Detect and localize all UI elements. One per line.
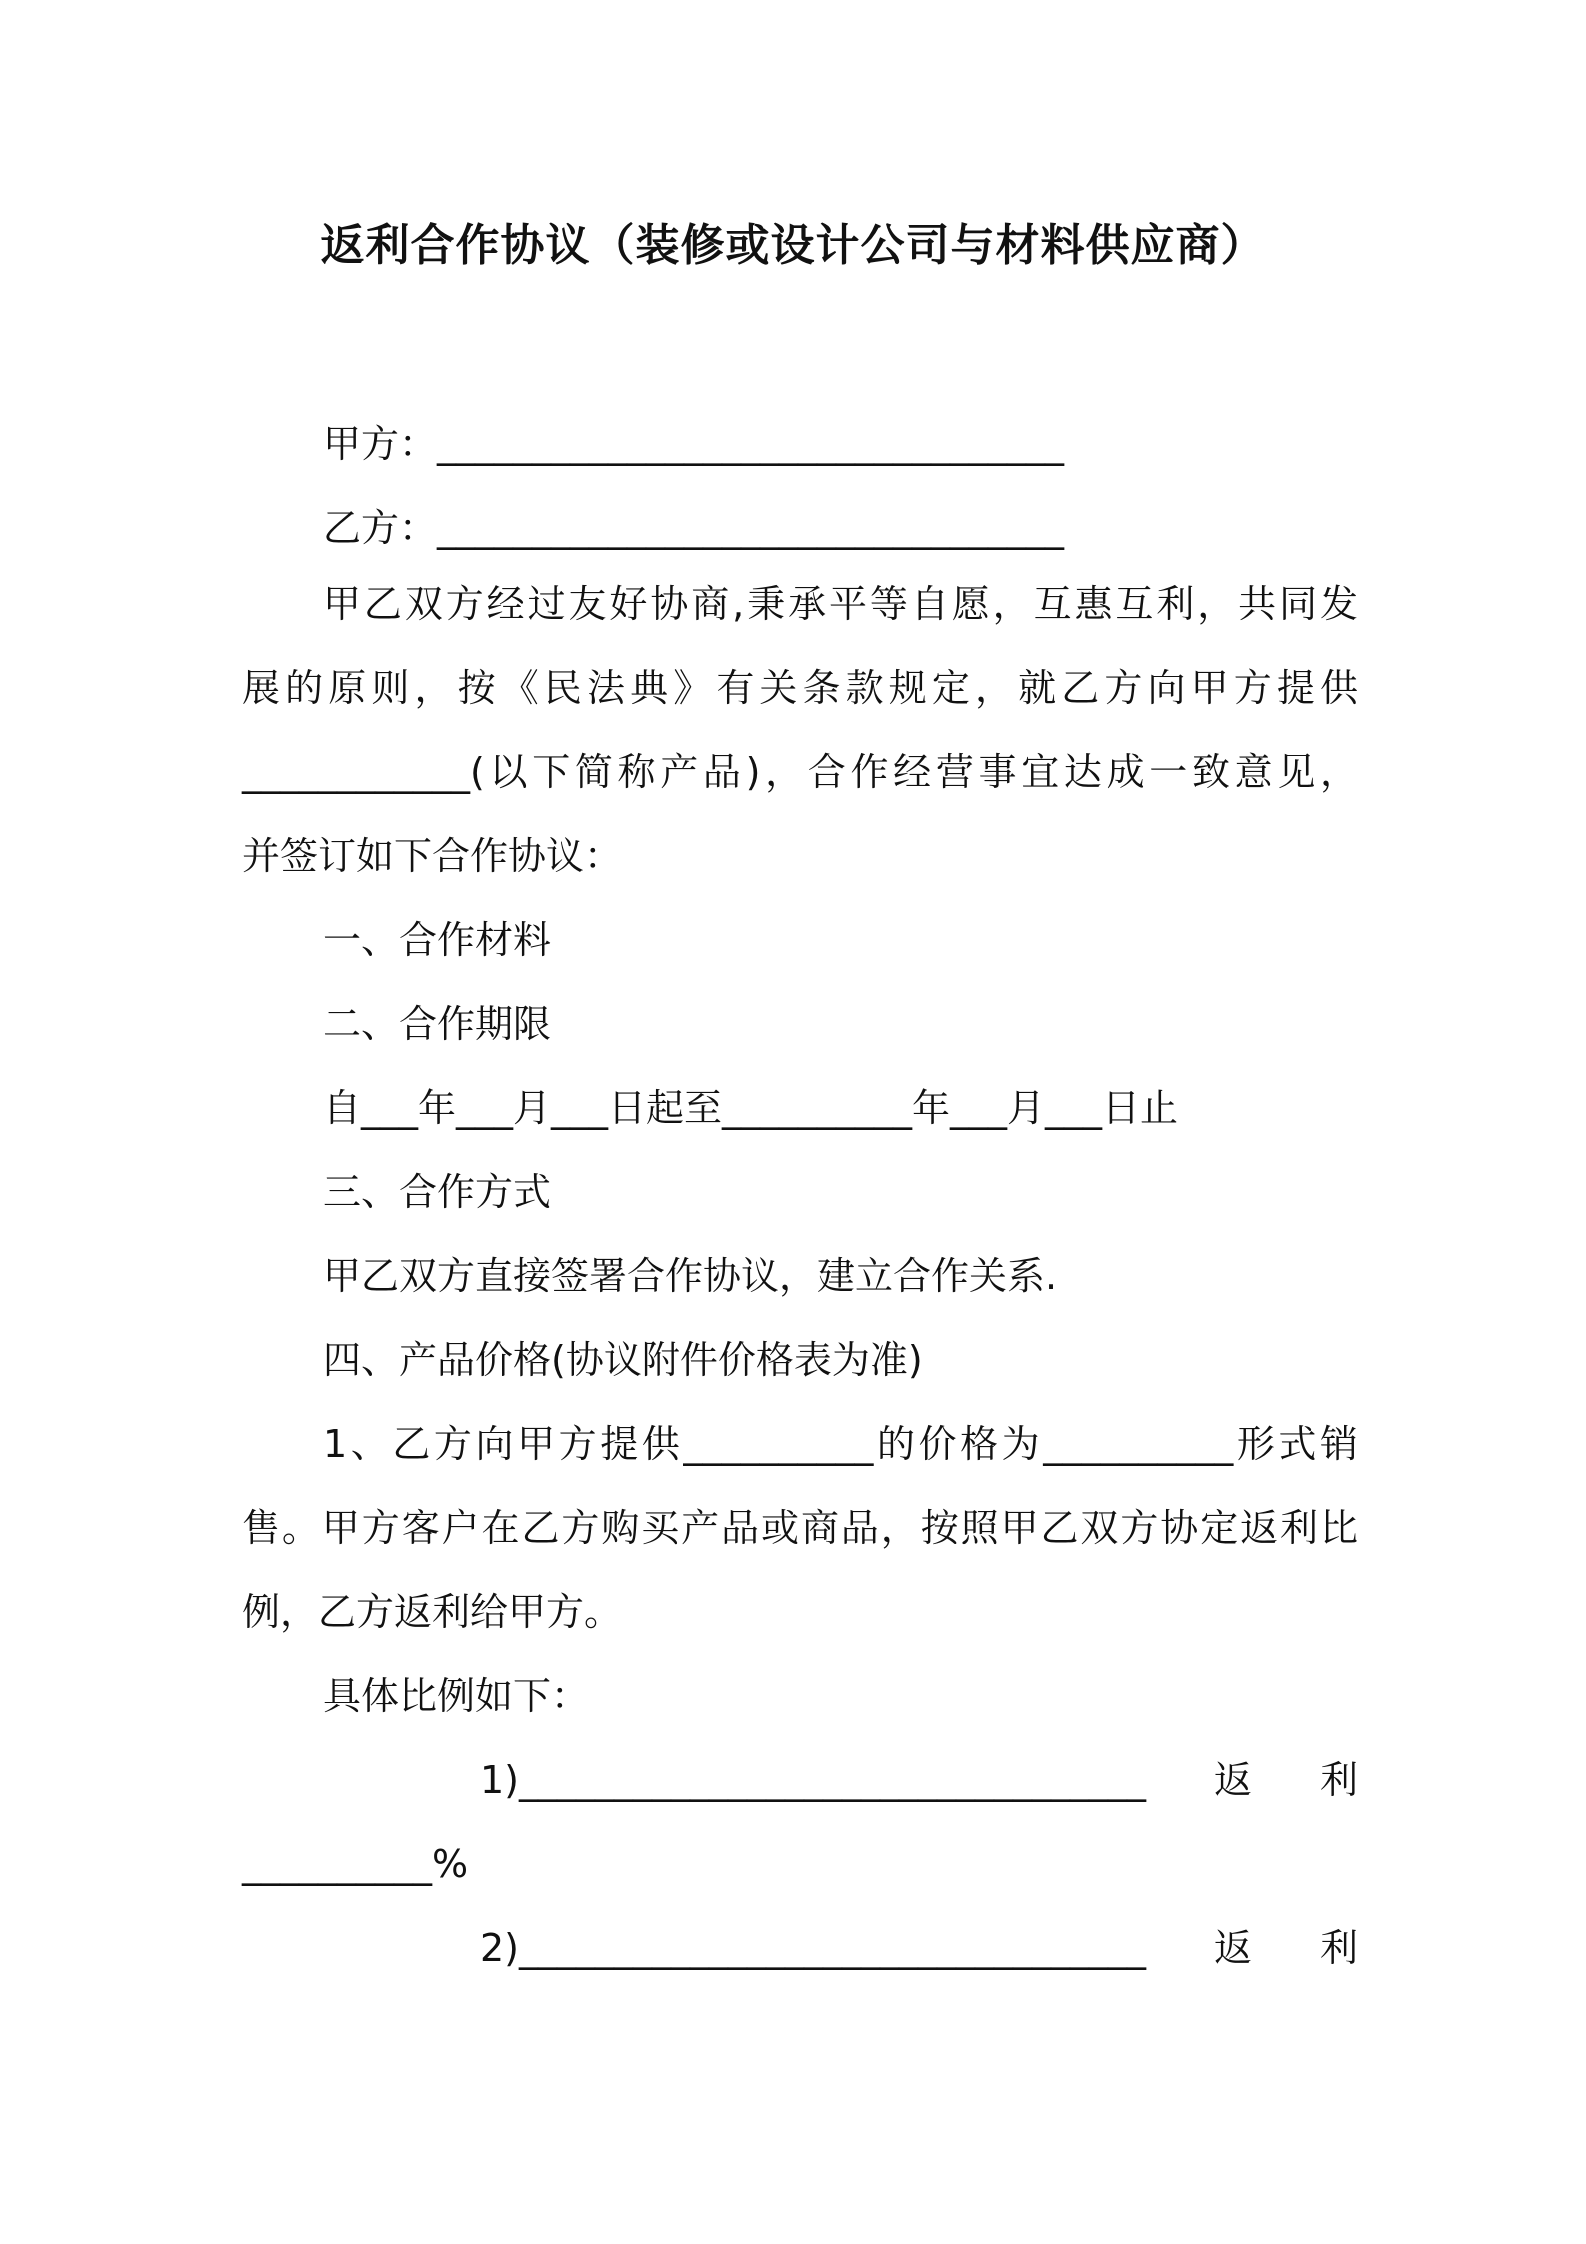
party-b-line: 乙方：_________________________________: [323, 506, 1065, 550]
rebate-1-label-b: 利: [1319, 1758, 1358, 1802]
rebate-2-label-a: 返: [1213, 1926, 1252, 1970]
price-line-1: 1、乙方向甲方提供__________的价格为__________形式销: [323, 1422, 1358, 1466]
intro-line-3: ____________(以下简称产品)，合作经营事宜达成一致意见，: [242, 750, 1358, 794]
rebate-1-item: 1)_________________________________: [480, 1758, 1147, 1802]
section-heading-price: 四、产品价格(协议附件价格表为准): [323, 1338, 923, 1382]
rebate-1-label-a: 返: [1213, 1758, 1252, 1802]
term-period-line: 自___年___月___日起至__________年___月___日止: [323, 1086, 1179, 1130]
intro-line-4: 并签订如下合作协议：: [242, 834, 623, 878]
section-heading-materials: 一、合作材料: [323, 918, 552, 962]
rebate-row-1: [480, 1754, 1358, 1806]
party-a-line: 甲方：_________________________________: [323, 422, 1065, 466]
rebate-1-percent: __________%: [242, 1842, 469, 1886]
ratio-intro: 具体比例如下：: [323, 1674, 590, 1718]
method-text: 甲乙双方直接签署合作协议，建立合作关系.: [323, 1254, 1058, 1298]
rebate-2-label-b: 利: [1319, 1926, 1358, 1970]
section-heading-term: 二、合作期限: [323, 1002, 552, 1046]
price-line-2: 售。甲方客户在乙方购买产品或商品，按照甲乙双方协定返利比: [242, 1506, 1358, 1550]
rebate-2-item: 2)_________________________________: [480, 1926, 1147, 1970]
document-title: 返利合作协议（装修或设计公司与材料供应商）: [320, 220, 1266, 271]
intro-line-2: 展的原则，按《民法典》有关条款规定，就乙方向甲方提供: [242, 666, 1358, 710]
intro-line-1: 甲乙双方经过友好协商,秉承平等自愿，互惠互利，共同发: [323, 582, 1358, 626]
price-line-3: 例，乙方返利给甲方。: [242, 1590, 623, 1634]
rebate-row-2: [480, 1922, 1358, 1974]
section-heading-method: 三、合作方式: [323, 1170, 552, 1214]
